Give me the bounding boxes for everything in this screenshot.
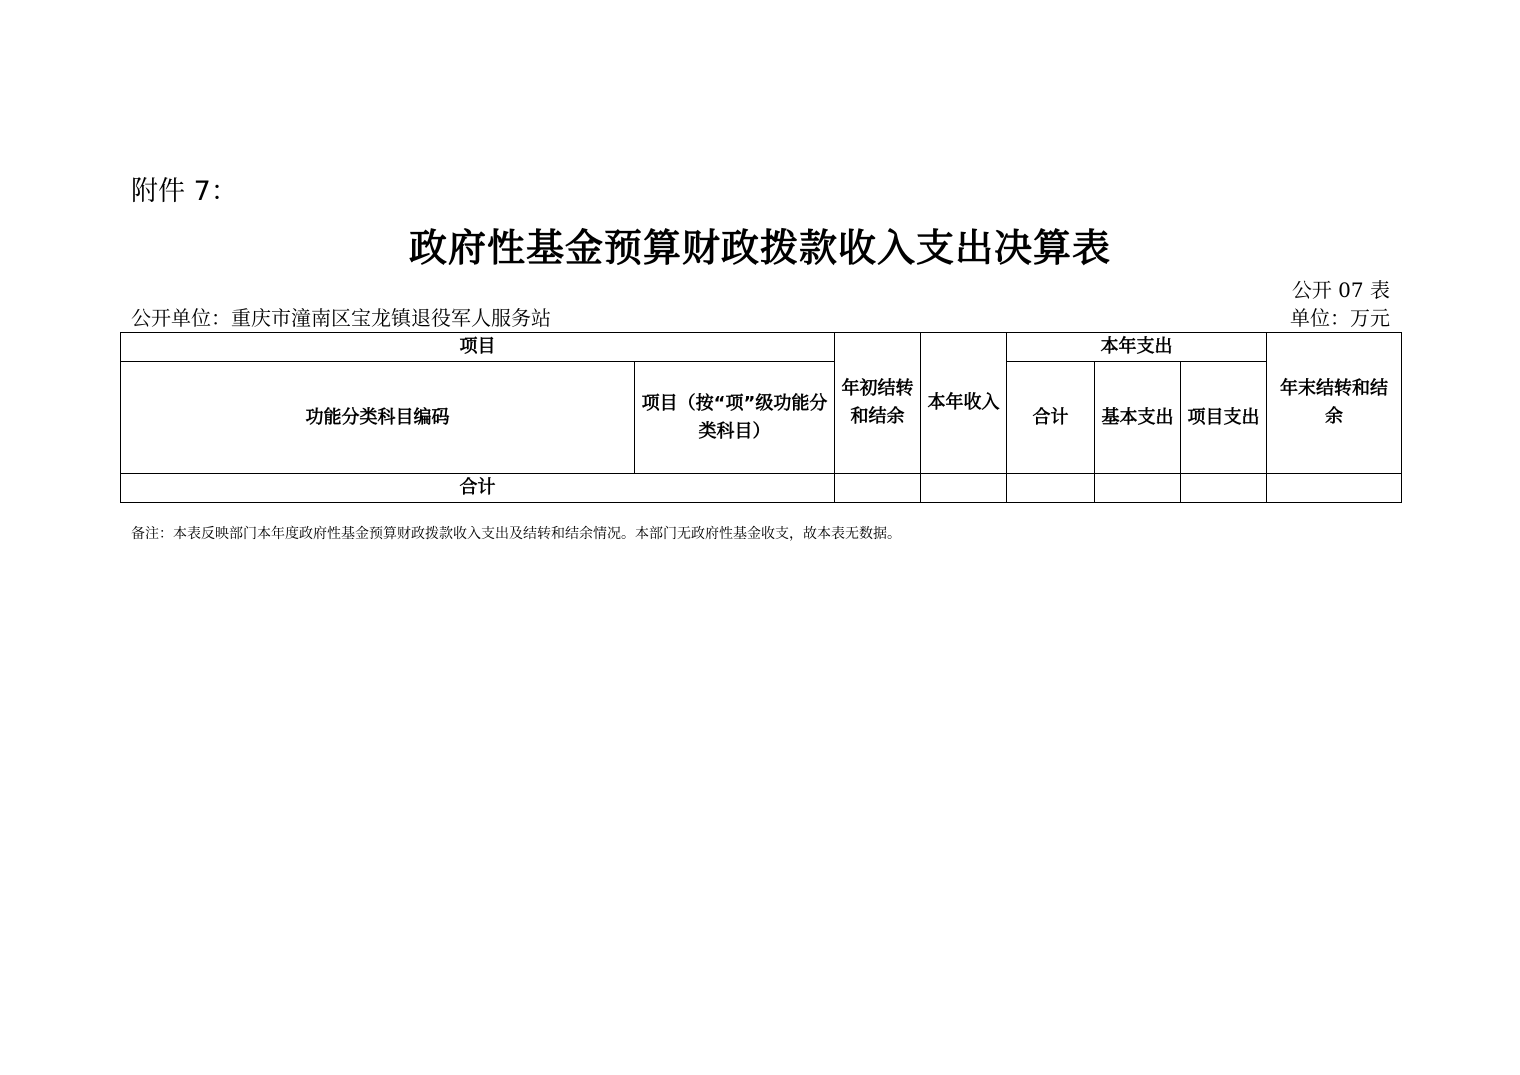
table-row <box>121 474 1402 503</box>
header-project: 项目 <box>121 333 835 362</box>
header-expense-project: 项目支出 <box>1181 362 1267 474</box>
header-expense-group: 本年支出 <box>1007 333 1267 362</box>
unit-label: 单位：万元 <box>1290 306 1390 330</box>
attachment-label: 附件 7： <box>131 176 238 207</box>
total-expense-project <box>1181 474 1267 503</box>
header-item: 项目（按“项”级功能分类科目） <box>635 362 835 474</box>
table-subheader-row <box>121 362 1402 474</box>
header-expense-basic: 基本支出 <box>1095 362 1181 474</box>
total-end-balance <box>1267 474 1402 503</box>
total-row-label: 合计 <box>121 474 835 503</box>
footnote: 备注：本表反映部门本年度政府性基金预算财政拨款收入支出及结转和结余情况。本部门无政府性基金收支，故本表无数据。 <box>131 526 901 542</box>
total-expense-basic <box>1095 474 1181 503</box>
total-income <box>921 474 1007 503</box>
header-income: 本年收入 <box>921 333 1007 474</box>
form-number: 公开 07 表 <box>1291 278 1390 302</box>
total-expense-total <box>1007 474 1095 503</box>
header-begin-balance: 年初结转和结余 <box>835 333 921 474</box>
total-begin-balance <box>835 474 921 503</box>
organization-label: 公开单位：重庆市潼南区宝龙镇退役军人服务站 <box>131 306 551 330</box>
page-title: 政府性基金预算财政拨款收入支出决算表 <box>408 225 1111 270</box>
budget-table <box>120 332 1402 503</box>
header-code: 功能分类科目编码 <box>121 362 635 474</box>
header-expense-total: 合计 <box>1007 362 1095 474</box>
header-end-balance: 年末结转和结余 <box>1267 333 1402 474</box>
table-header-row <box>121 333 1402 362</box>
